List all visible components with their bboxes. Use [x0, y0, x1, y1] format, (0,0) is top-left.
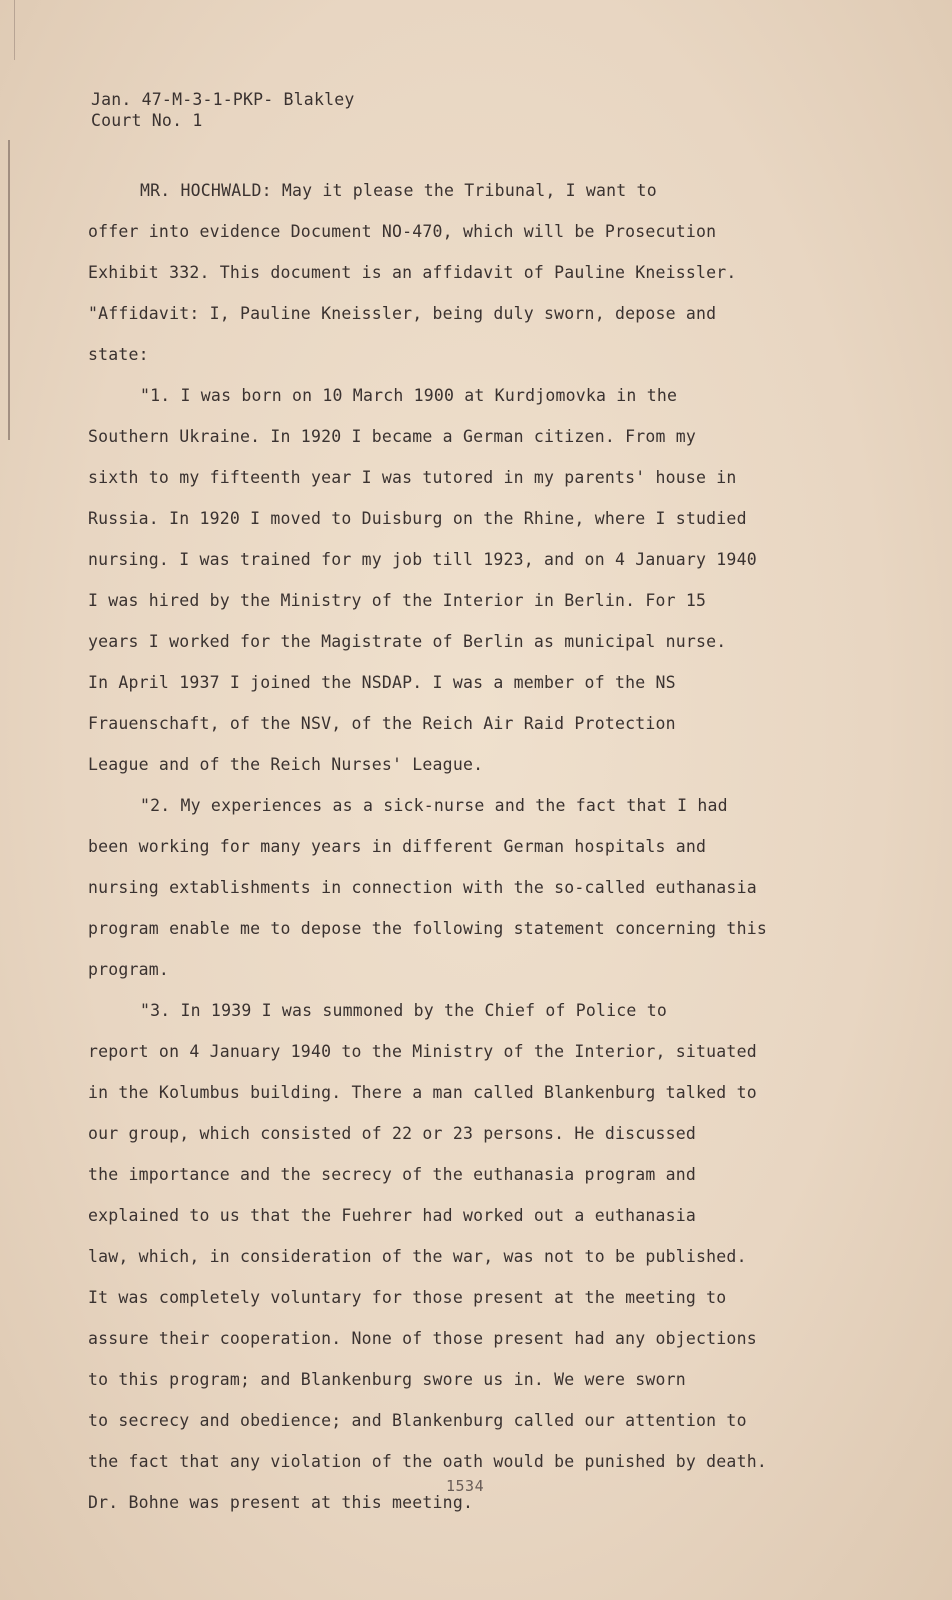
paragraph-3: [88, 990, 778, 1523]
text-line: law, which, in consideration of the war, was not to be published.: [88, 1247, 747, 1266]
text-line: been working for many years in different German hospitals and: [88, 837, 707, 856]
text-line: It was completely voluntary for those present at the meeting to: [88, 1288, 727, 1307]
text-line: "2. My experiences as a sick-nurse and the fact that I had: [140, 796, 728, 815]
paragraph-1: [88, 375, 778, 785]
text-line: the fact that any violation of the oath would be punished by death.: [88, 1452, 767, 1471]
text-line: explained to us that the Fuehrer had worked out a euthanasia: [88, 1206, 697, 1225]
text-line: MR. HOCHWALD: May it please the Tribunal, I want to: [140, 181, 657, 200]
text-line: "1. I was born on 10 March 1900 at Kurdjomovka in the: [140, 386, 678, 405]
header-reference: Jan. 47-M-3-1-PKP- Blakley: [91, 90, 355, 109]
text-line: to this program; and Blankenburg swore us in. We were sworn: [88, 1370, 686, 1389]
text-line: program.: [88, 960, 170, 979]
text-line: sixth to my fifteenth year I was tutored in my parents' house in: [88, 468, 737, 487]
text-line: Exhibit 332. This document is an affidavit of Pauline Kneissler.: [88, 263, 737, 282]
transcript-body: [88, 170, 778, 1523]
text-line: Frauenschaft, of the NSV, of the Reich Air Raid Protection: [88, 714, 676, 733]
text-line: offer into evidence Document NO-470, which will be Prosecution: [88, 222, 717, 241]
text-line: in the Kolumbus building. There a man called Blankenburg talked to: [88, 1083, 757, 1102]
text-line: the importance and the secrecy of the euthanasia program and: [88, 1165, 697, 1184]
text-line: program enable me to depose the following statement concerning this: [88, 919, 767, 938]
text-line: our group, which consisted of 22 or 23 persons. He discussed: [88, 1124, 697, 1143]
text-line: I was hired by the Ministry of the Interior in Berlin. For 15: [88, 591, 707, 610]
page-number: 1534: [446, 1477, 485, 1495]
text-line: to secrecy and obedience; and Blankenburg called our attention to: [88, 1411, 747, 1430]
text-line: nursing extablishments in connection with the so-called euthanasia: [88, 878, 757, 897]
text-line: report on 4 January 1940 to the Ministry of the Interior, situated: [88, 1042, 757, 1061]
text-line: state:: [88, 345, 149, 364]
text-line: Southern Ukraine. In 1920 I became a German citizen. From my: [88, 427, 697, 446]
paper-edge-mark: [8, 140, 13, 440]
text-line: assure their cooperation. None of those present had any objections: [88, 1329, 757, 1348]
document-header: [91, 89, 354, 131]
text-line: Russia. In 1920 I moved to Duisburg on the Rhine, where I studied: [88, 509, 747, 528]
text-line: "3. In 1939 I was summoned by the Chief of Police to: [140, 1001, 667, 1020]
text-line: League and of the Reich Nurses' League.: [88, 755, 484, 774]
text-line: nursing. I was trained for my job till 1923, and on 4 January 1940: [88, 550, 757, 569]
text-line: Dr. Bohne was present at this meeting.: [88, 1493, 474, 1512]
text-line: In April 1937 I joined the NSDAP. I was a member of the NS: [88, 673, 676, 692]
header-court: Court No. 1: [91, 111, 203, 130]
paragraph-2: [88, 785, 778, 990]
paper-edge-mark-top: [14, 0, 17, 60]
text-line: "Affidavit: I, Pauline Kneissler, being duly sworn, depose and: [88, 304, 717, 323]
paragraph-intro: [88, 170, 778, 375]
text-line: years I worked for the Magistrate of Berlin as municipal nurse.: [88, 632, 727, 651]
